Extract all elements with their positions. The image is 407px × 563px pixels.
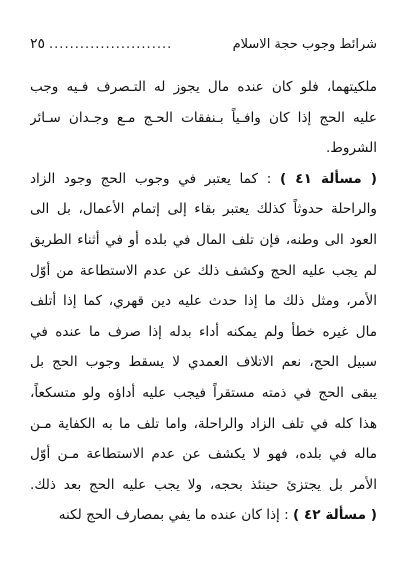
page-number: ٢٥ xyxy=(30,36,46,52)
line-text: مال غيره خطأ ولم يمكنه أداء بدله إذا صرف ما عنده في xyxy=(30,323,377,340)
header-leader-dots: ........................ xyxy=(49,37,173,52)
line-text: الأمر بل يجتزئ حينئذ بحجه، ولا يجب عليه الحج بعد ذلك. xyxy=(30,476,377,493)
text-line xyxy=(30,164,377,195)
line-text: ماله في بلده، فهو لا يكشف عن عدم الاستطاعة مـن أوّل xyxy=(30,446,377,463)
line-text: هذا كله في تلف الزاد والراحلة، واما تلف ما به الكفاية مـن xyxy=(30,415,377,432)
line-text: يبقى الحج في ذمته مستقراً فيجب عليه أداؤه ولو متسكعاً، xyxy=(30,384,377,401)
text-line xyxy=(30,470,377,501)
text-line xyxy=(30,225,377,256)
line-text: عليه الحج إذا كان وافـياً بـنفقات الحـج مـع وجـدان سـائر xyxy=(30,109,377,126)
issue-heading: ( مسألة ٤٢ ) xyxy=(293,507,377,524)
line-text: الشروط. xyxy=(325,140,377,157)
text-line xyxy=(30,72,377,103)
line-text: : إذا كان عنده ما يفي بمصارف الحج لكنه xyxy=(58,507,294,524)
line-text: : كما يعتبر في وجوب الحج وجود الزاد xyxy=(30,170,280,187)
text-line xyxy=(30,133,377,164)
text-line xyxy=(30,103,377,134)
issue-heading: ( مسألة ٤١ ) xyxy=(279,170,377,187)
text-line xyxy=(30,439,377,470)
header-title: شرائط وجوب حجة الاسلام xyxy=(232,37,377,52)
line-text: العود الى وطنه، فإن تلف المال في بلده أو في أثناء الطريق xyxy=(30,231,377,248)
text-line xyxy=(30,347,377,378)
text-line xyxy=(30,194,377,225)
text-line xyxy=(30,378,377,409)
line-text: ملكيتهما، فلو كان عنده مال يجوز له التـصرف فـيه وجب xyxy=(30,79,377,95)
line-text: الأمر، ومثل ذلك ما إذا حدث عليه دين قهري، كما إذا أتلف xyxy=(30,293,377,310)
line-text: سبيل الحج، نعم الاتلاف العمدي لا يسقط وجوب الحج بل xyxy=(30,354,377,371)
line-text: لم يجب عليه الحج وكشف ذلك عن عدم الاستطاعة من أوّل xyxy=(30,262,377,279)
text-line xyxy=(30,317,377,348)
line-text: والراحلة حدوثاً كذلك يعتبر بقاء إلى إتمام الأعمال، بل الى xyxy=(30,201,377,218)
text-line xyxy=(30,409,377,440)
text-line xyxy=(30,286,377,317)
text-line xyxy=(30,256,377,287)
text-line xyxy=(30,500,377,531)
running-header xyxy=(30,36,377,52)
page-body-text xyxy=(30,72,377,531)
